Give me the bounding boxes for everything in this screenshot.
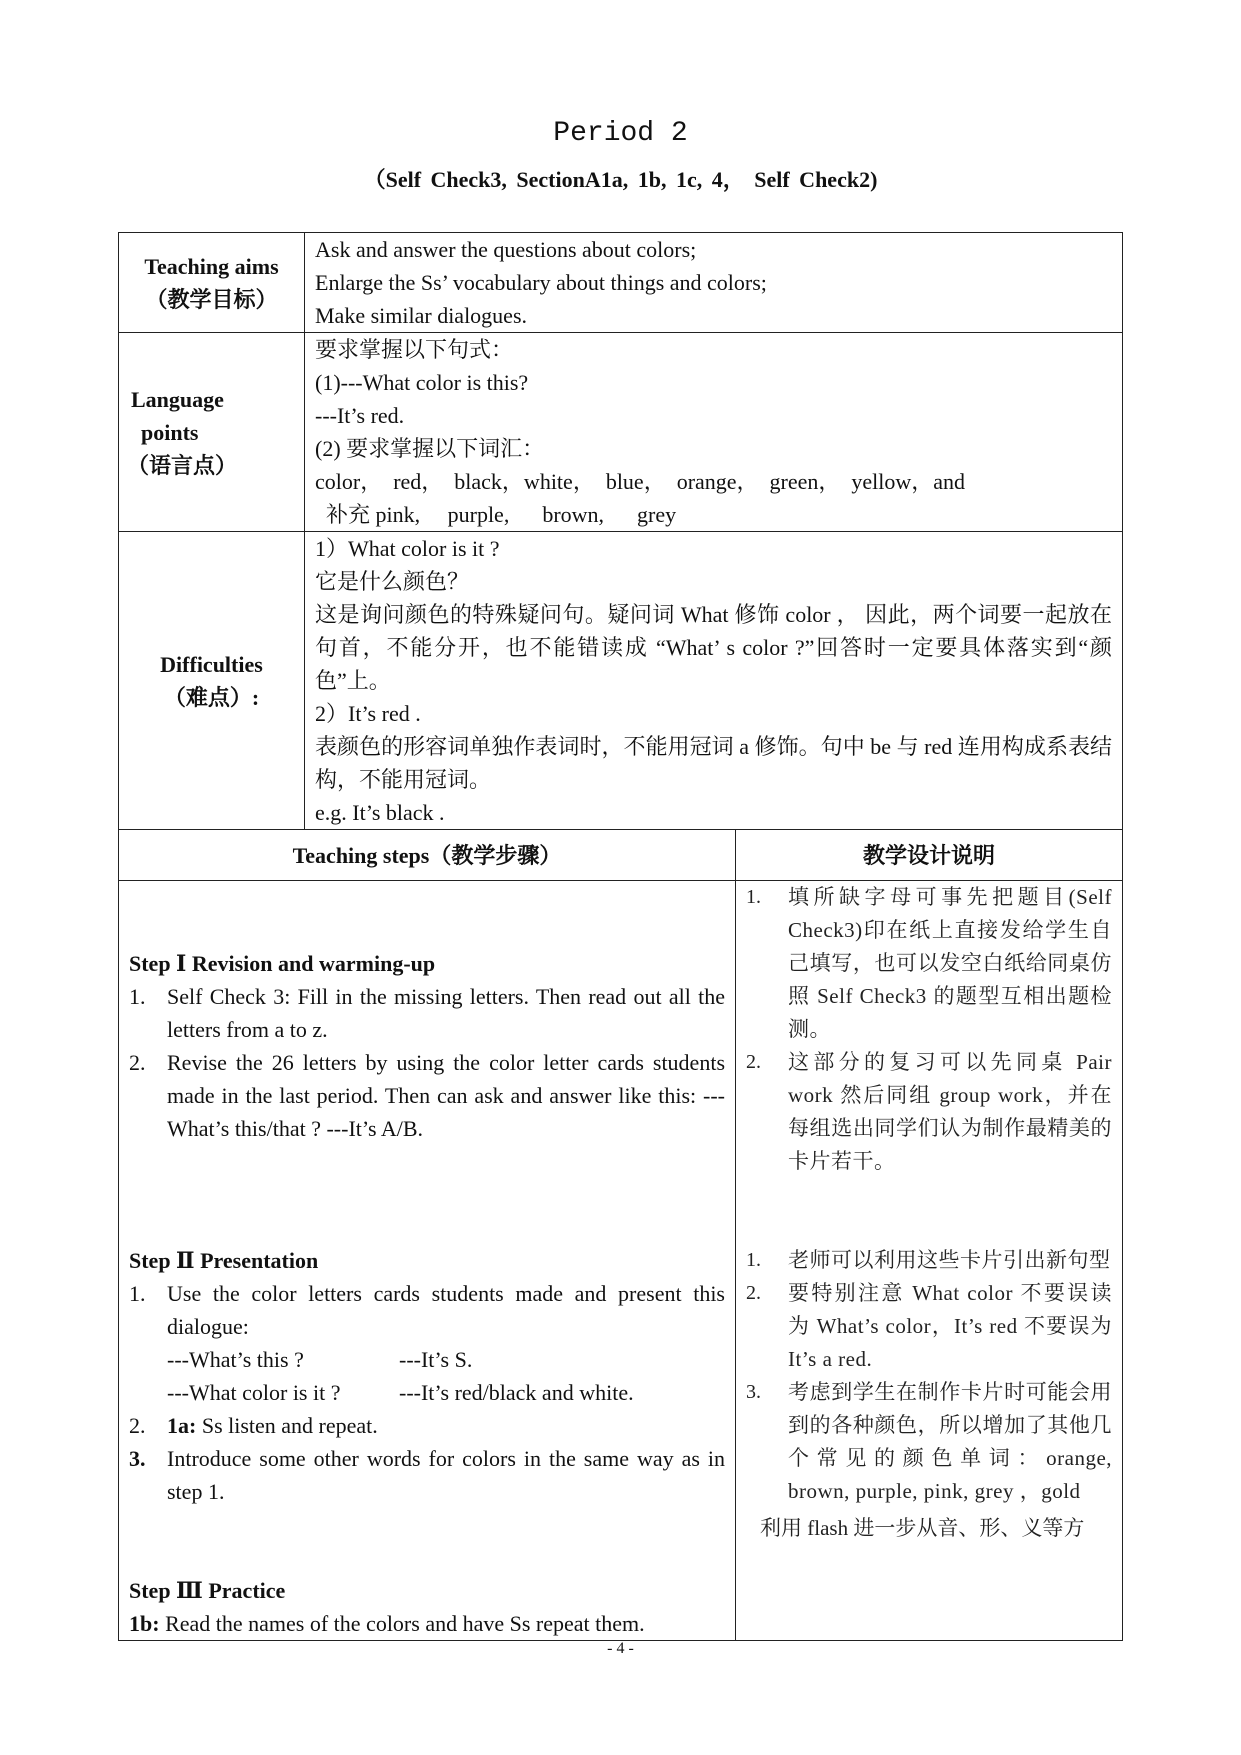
language-line: 补充 pink, purple, brown, grey bbox=[315, 502, 677, 527]
note-item bbox=[746, 1046, 1112, 1178]
difficulties-label-cn: （难点）: bbox=[163, 684, 260, 710]
item-text bbox=[167, 1409, 725, 1442]
note-item bbox=[746, 881, 1112, 1046]
step-3-line bbox=[129, 1607, 725, 1640]
note-text: 要特别注意 What color 不要误读为 What’s color，It’s red 不要误为 It’s a red. bbox=[788, 1281, 1113, 1371]
language-points-label bbox=[119, 333, 305, 532]
item-number: 1. bbox=[129, 1281, 146, 1306]
item-text: Self Check 3: Fill in the missing letters. Then read out all the letters from a to z. bbox=[167, 984, 725, 1042]
teaching-steps-header: Teaching steps（教学步骤） bbox=[119, 830, 736, 881]
teaching-aims-content bbox=[305, 233, 1123, 333]
note-number: 2. bbox=[746, 1282, 761, 1304]
teaching-aims-label bbox=[119, 233, 305, 333]
difficulties-line: 2）It’s red . bbox=[315, 701, 421, 726]
item-number: 2. bbox=[129, 1050, 146, 1075]
item-tag: 1a: bbox=[167, 1413, 197, 1438]
note-number: 3. bbox=[746, 1381, 761, 1403]
dialog-line bbox=[167, 1343, 725, 1376]
note-last-line: 利用 flash 进一步从音、形、义等方 bbox=[760, 1516, 1085, 1540]
language-points-label-en-2: points bbox=[141, 419, 199, 445]
teaching-steps-cell bbox=[119, 881, 736, 1641]
language-points-label-en-1: Language bbox=[131, 386, 224, 412]
note-item bbox=[746, 1244, 1112, 1277]
item-text: Introduce some other words for colors in the same way as in step 1. bbox=[167, 1446, 725, 1504]
dialog-answer: ---It’s red/black and white. bbox=[399, 1380, 634, 1405]
dialog-line bbox=[167, 1376, 725, 1409]
note-number: 2. bbox=[746, 1051, 761, 1073]
page-subtitle: （Self Check3, SectionA1a, 1b, 1c, 4， Self Check2) bbox=[363, 167, 878, 192]
step-1-item bbox=[129, 1046, 725, 1145]
aims-line: Make similar dialogues. bbox=[315, 303, 528, 328]
language-line: 要求掌握以下句式： bbox=[315, 337, 514, 362]
page-number: - 4 - bbox=[607, 1640, 634, 1657]
note-item bbox=[746, 1277, 1112, 1376]
language-points-content bbox=[305, 333, 1123, 532]
difficulties-label-en: Difficulties bbox=[160, 651, 263, 677]
language-line: (1)---What color is this? bbox=[315, 370, 529, 395]
item-text-main: Use the color letters cards students made and present this dialogue: bbox=[167, 1281, 725, 1339]
note-text: 考虑到学生在制作卡片时可能会用到的各种颜色，所以增加了其他几个常见的颜色单词：orange, brown, purple, pink, grey ，gold bbox=[788, 1380, 1113, 1503]
aims-line: Enlarge the Ss’ vocabulary about things and colors; bbox=[315, 270, 767, 295]
difficulties-label bbox=[119, 532, 305, 830]
step-2-title: Step Ⅱ Presentation bbox=[129, 1248, 319, 1273]
dialog-answer: ---It’s S. bbox=[399, 1347, 473, 1372]
item-text-main: Ss listen and repeat. bbox=[196, 1413, 378, 1438]
note-text: 填所缺字母可事先把题目(Self Check3)印在纸上直接发给学生自己填写，也可以发空白纸给同桌仿照 Self Check3 的题型互相出题检测。 bbox=[788, 885, 1113, 1041]
step-1-title: Step Ⅰ Revision and warming-up bbox=[129, 951, 436, 976]
difficulties-content bbox=[305, 532, 1123, 830]
steps-body-row bbox=[119, 881, 1123, 1641]
item-number: 3. bbox=[129, 1446, 146, 1471]
difficulties-line: 表颜色的形容词单独作表词时，不能用冠词 a 修饰。句中 be 与 red 连用构成系表结构，不能用冠词。 bbox=[315, 734, 1113, 792]
language-points-label-cn: （语言点） bbox=[127, 452, 238, 478]
item-tag: 1b: bbox=[129, 1611, 160, 1636]
language-line: color， red， black，white， blue， orange， green， yellow，and bbox=[315, 469, 966, 494]
teaching-aims-row bbox=[119, 233, 1123, 333]
note-number: 1. bbox=[746, 1249, 761, 1271]
step-2-item bbox=[129, 1442, 725, 1508]
difficulties-row bbox=[119, 532, 1123, 830]
design-notes-cell bbox=[736, 881, 1123, 1641]
page-title: Period 2 bbox=[553, 118, 688, 149]
dialog-question: ---What color is it ? bbox=[167, 1380, 341, 1405]
aims-line: Ask and answer the questions about colors; bbox=[315, 237, 697, 262]
teaching-aims-label-en: Teaching aims bbox=[144, 253, 279, 279]
teaching-aims-label-cn: （教学目标） bbox=[145, 286, 278, 312]
difficulties-line: 1）What color is it ? bbox=[315, 536, 500, 561]
note-text: 老师可以利用这些卡片引出新句型 bbox=[788, 1248, 1111, 1272]
language-line: ---It’s red. bbox=[315, 403, 405, 428]
step-2-item bbox=[129, 1277, 725, 1409]
steps-header-row bbox=[119, 830, 1123, 881]
item-text bbox=[167, 1277, 725, 1409]
language-points-row bbox=[119, 333, 1123, 532]
step-2-item bbox=[129, 1409, 725, 1442]
design-notes-header: 教学设计说明 bbox=[736, 830, 1123, 881]
item-text-main: Read the names of the colors and have Ss repeat them. bbox=[159, 1611, 645, 1636]
difficulties-line: 它是什么颜色？ bbox=[315, 569, 470, 594]
step-3-title: Step Ⅲ Practice bbox=[129, 1578, 286, 1603]
difficulties-line: 这是询问颜色的特殊疑问句。疑问词 What 修饰 color ， 因此，两个词要一起放在句首，不能分开，也不能错读成 “What’ s color ?”回答时一定要具体落实到“颜色”上。 bbox=[315, 602, 1113, 693]
difficulties-line: e.g. It’s black . bbox=[315, 800, 445, 825]
dialog-question: ---What’s this ? bbox=[167, 1347, 304, 1372]
item-text: Revise the 26 letters by using the color letter cards students made in the last period. Then can ask and answer like this: ---What’s this/that ? ---It’s A/B. bbox=[167, 1050, 725, 1141]
note-item bbox=[746, 1376, 1112, 1508]
language-line: (2) 要求掌握以下词汇： bbox=[315, 436, 545, 461]
note-text: 这部分的复习可以先同桌 Pair work 然后同组 group work，并在每组选出同学们认为制作最精美的卡片若干。 bbox=[788, 1050, 1113, 1173]
item-number: 2. bbox=[129, 1413, 146, 1438]
lesson-plan-table bbox=[118, 232, 1123, 1641]
note-number: 1. bbox=[746, 886, 761, 908]
step-1-item bbox=[129, 980, 725, 1046]
item-number: 1. bbox=[129, 984, 146, 1009]
